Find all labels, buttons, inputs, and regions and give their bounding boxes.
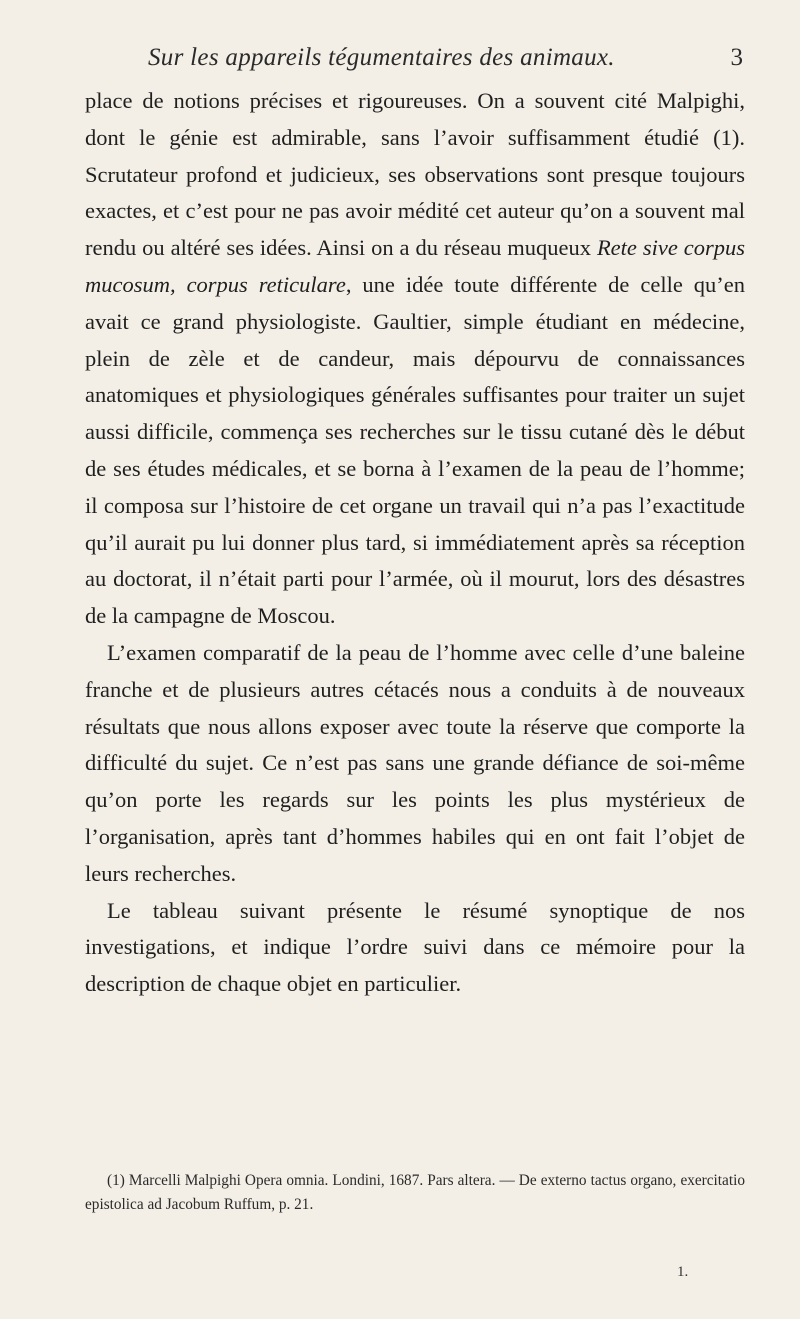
paragraph-2: L’examen comparatif de la peau de l’homme avec celle d’une baleine franche et de plusieurs autres cétacés nous a conduits à de nouveaux résultats que nous allons exposer avec toute la réserve que comporte la difficulté du sujet. Ce n’est pas sans une grande défiance de soi-même qu’on porte les regards sur les points les plus mystérieux de l’organisation, après tant d’hommes habiles qui en ont fait l’objet de leurs recherches. — [85, 639, 745, 886]
paragraph-1-text-start: place de notions précises et rigoureuses. On a souvent cité Malpighi, dont le génie est admirable, sans l’avoir suffisamment étudié (1). Scrutateur profond et judicieux, ses observations sont presque toujours exactes, et c’est pour ne pas avoir médité cet auteur qu’on a souvent mal rendu ou altéré ses idées. Ainsi on a du réseau muqueux — [85, 88, 745, 261]
paragraph-3: Le tableau suivant présente le résumé synoptique de nos investigations, et indique l’ordre suivi dans ce mémoire pour la description de chaque objet en particulier. — [85, 897, 745, 997]
footnote-text: (1) Marcelli Malpighi Opera omnia. Londini, 1687. Pars altera. — De externo tactus organo, exercitatio epistolica ad Jacobum Ruffum, p. 21. — [85, 1172, 745, 1213]
latin-term: Rete sive corpus mucosum, corpus reticulare — [85, 235, 745, 297]
paragraph-1-text-end: , une idée toute différente de celle qu’en avait ce grand physiologiste. Gaultier, simple étudiant en médecine, plein de zèle et de candeur, mais dépourvu de connaissances anatomiques et physiologiques générales suffisantes pour traiter un sujet aussi difficile, commença ses recherches sur le tissu cutané dès le début de ses études médicales, et se borna à l’examen de la peau de l’homme; il composa sur l’histoire de cet organe un travail qui n’a pas l’exactitude qu’il aurait pu lui donner plus tard, si immédiatement après sa réception au doctorat, il n’était parti pour l’armée, où il mourut, lors des désastres de la campagne de Moscou. — [85, 271, 746, 629]
running-title: Sur les appareils tégumentaires des animaux. — [148, 44, 615, 71]
footnote — [85, 1169, 745, 1217]
page-number: 3 — [730, 44, 743, 71]
signature-mark: 1. — [677, 1264, 689, 1280]
paragraph-1 — [85, 83, 745, 635]
main-text — [85, 83, 745, 1003]
